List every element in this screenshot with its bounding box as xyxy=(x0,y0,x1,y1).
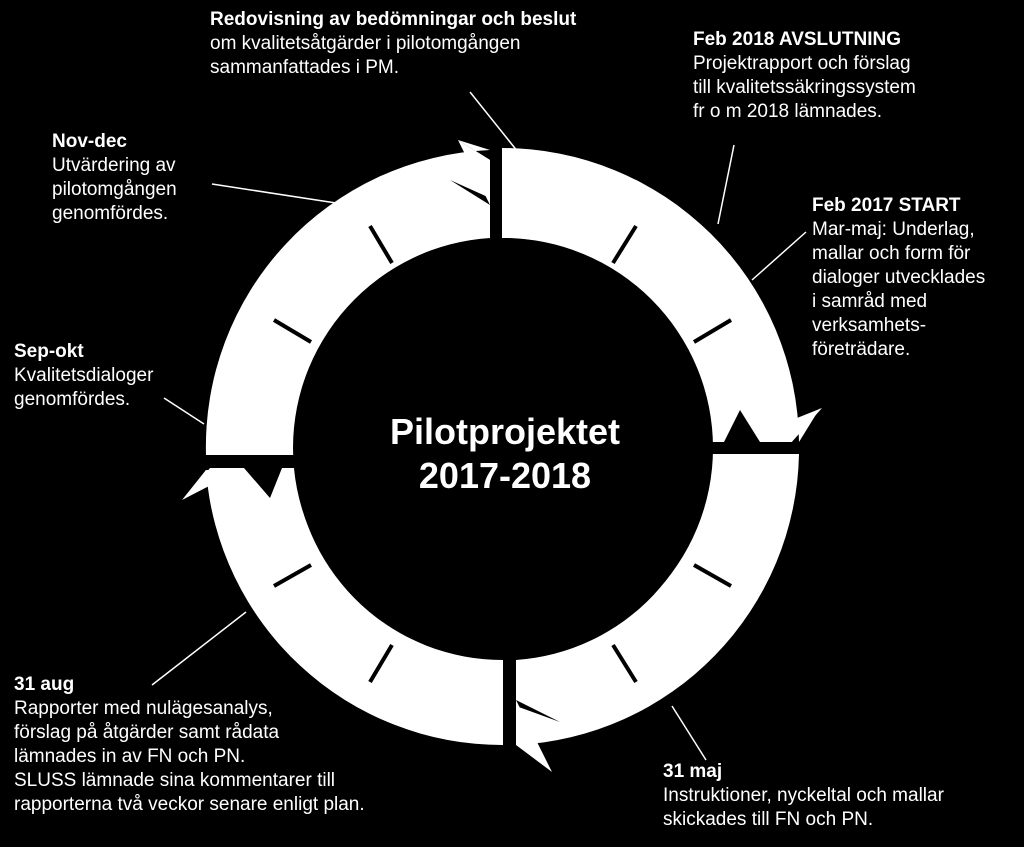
label-body: Mar-maj: Underlag, mallar och form för dialoger utvecklades i samråd med verksamhets- företrädare. xyxy=(812,219,986,360)
label-heading: Feb 2017 START xyxy=(812,195,961,216)
label-heading: Redovisning av bedömningar och beslut xyxy=(210,9,577,30)
connector-maj31 xyxy=(672,706,706,760)
gap-top xyxy=(490,140,502,240)
label-body: Kvalitetsdialoger genomfördes. xyxy=(14,365,154,410)
label-feb2017 xyxy=(812,194,985,362)
label-aug31 xyxy=(14,673,365,817)
label-heading: Sep-okt xyxy=(14,341,84,362)
gap-right xyxy=(708,442,828,454)
gap-left xyxy=(180,455,300,468)
label-maj31 xyxy=(663,760,944,832)
connector-feb2018 xyxy=(718,145,734,224)
label-heading: Nov-dec xyxy=(52,131,127,152)
label-body: Projektrapport och förslag till kvalitetssäkringssystem fr o m 2018 lämnades. xyxy=(693,53,916,122)
label-heading: 31 aug xyxy=(14,674,75,695)
label-body: Instruktioner, nyckeltal och mallar skickades till FN och PN. xyxy=(663,785,944,830)
label-sepokt xyxy=(14,340,153,412)
label-redovisning xyxy=(210,8,576,80)
label-body: Rapporter med nulägesanalys, förslag på åtgärder samt rådata lämnades in av FN och PN. SLUSS lämnade sina kommentarer till rapporterna två veckor senare enligt plan. xyxy=(14,698,365,815)
label-novdec xyxy=(52,130,177,226)
center-title xyxy=(320,410,690,498)
label-body: om kvalitetsåtgärder i pilotomgången sammanfattades i PM. xyxy=(210,33,521,78)
connector-feb2017 xyxy=(752,232,806,280)
label-feb2018 xyxy=(693,28,916,124)
connector-novdec xyxy=(212,184,336,203)
center-title-line2: 2017-2018 xyxy=(418,455,592,496)
label-heading: 31 maj xyxy=(663,761,723,782)
gap-bottom xyxy=(503,655,516,775)
center-title-line1: Pilotprojektet xyxy=(389,411,621,452)
label-heading: Feb 2018 AVSLUTNING xyxy=(693,29,901,50)
connector-sepokt xyxy=(164,398,204,424)
label-body: Utvärdering av pilotomgången genomfördes. xyxy=(52,155,177,224)
